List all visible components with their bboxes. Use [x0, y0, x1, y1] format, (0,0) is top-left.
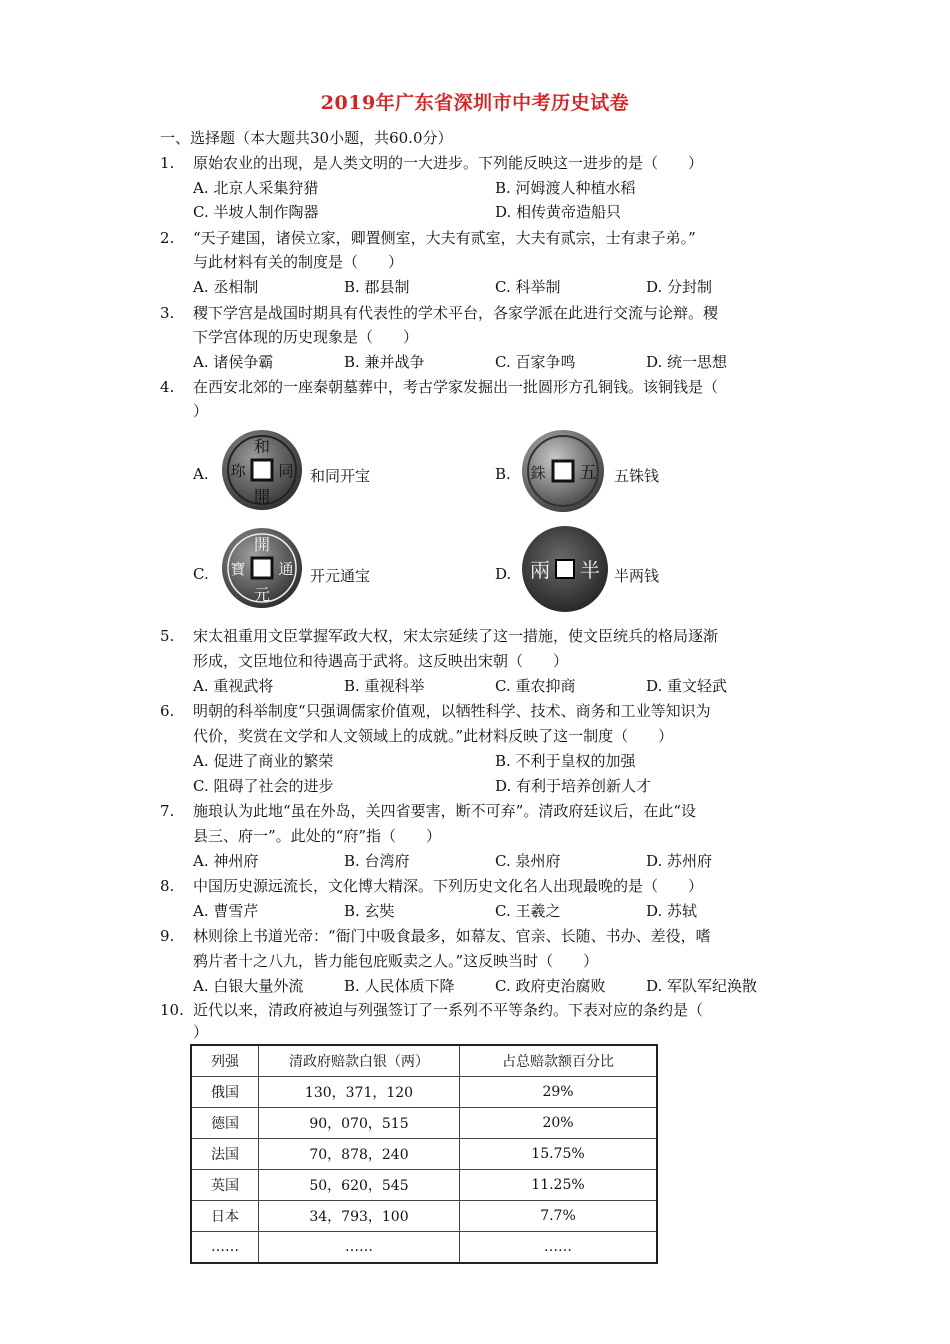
svg-text:開: 開 — [253, 535, 271, 554]
question-text: 近代以来，清政府被迫与列强签订了一系列不平等条约。下表对应的条约是（ — [193, 1001, 704, 1019]
option-d[interactable]: D. 分封制 — [646, 278, 713, 296]
page-title: 2019年广东省深圳市中考历史试卷 — [320, 92, 630, 114]
coin-label: 半两钱 — [614, 567, 660, 585]
question-text: 下学宫体现的历史现象是（ ） — [193, 328, 419, 346]
coin-wuzhu-icon — [520, 428, 606, 514]
coin-label: 和同开宝 — [310, 467, 371, 485]
question-number: 2. — [160, 229, 175, 247]
svg-text:五: 五 — [579, 463, 597, 483]
svg-text:珎: 珎 — [230, 462, 246, 480]
option-b[interactable]: B. 兼并战争 — [344, 353, 425, 371]
table-header: 占总赔款额百分比 — [460, 1045, 658, 1077]
question-number: 6. — [160, 702, 175, 720]
question-text: 原始农业的出现，是人类文明的一大进步。下列能反映这一进步的是（ ） — [193, 154, 704, 172]
table-cell: 15.75% — [460, 1139, 658, 1170]
option-c[interactable]: C. 政府吏治腐败 — [495, 977, 606, 995]
table-cell: 90，070，515 — [259, 1108, 460, 1139]
option-d[interactable]: D. 相传黄帝造船只 — [495, 203, 622, 221]
svg-text:銖: 銖 — [530, 464, 546, 482]
question-text: 县三、府一”。此处的“府”指（ ） — [193, 827, 442, 845]
option-b[interactable]: B. 人民体质下降 — [344, 977, 455, 995]
section-heading: 一、选择题（本大题共30小题，共60.0分） — [160, 129, 453, 147]
table-cell: 日本 — [191, 1201, 259, 1232]
question-number: 5. — [160, 627, 175, 645]
option-b[interactable]: B. 台湾府 — [344, 852, 410, 870]
table-cell: 德国 — [191, 1108, 259, 1139]
option-a[interactable]: A. 北京人采集狩猎 — [193, 179, 319, 197]
table-row — [191, 1170, 657, 1201]
table-cell: …… — [259, 1232, 460, 1264]
svg-text:和: 和 — [253, 437, 271, 456]
table-cell: 20% — [460, 1108, 658, 1139]
question-text: 明朝的科举制度“只强调儒家价值观，以牺牲科学、技术、商务和工业等知识为 — [193, 702, 711, 720]
option-d[interactable]: D. 重文轻武 — [646, 677, 728, 695]
table-cell: 11.25% — [460, 1170, 658, 1201]
option-a[interactable]: A. 曹雪芹 — [193, 902, 259, 920]
table-cell: …… — [191, 1232, 259, 1264]
option-d[interactable]: D. 苏轼 — [646, 902, 698, 920]
option-b[interactable]: B. 不利于皇权的加强 — [495, 752, 636, 770]
table-row — [191, 1201, 657, 1232]
table-cell: 50，620，545 — [259, 1170, 460, 1201]
question-number: 9. — [160, 927, 175, 945]
question-text: 稷下学宫是战国时期具有代表性的学术平台，各家学派在此进行交流与论辩。稷 — [193, 304, 719, 322]
question-text: 在西安北郊的一座秦朝墓葬中，考古学家发掘出一批圆形方孔铜钱。该铜钱是（ — [193, 378, 719, 396]
option-a[interactable]: A. 神州府 — [193, 852, 259, 870]
option-d[interactable]: D. 苏州府 — [646, 852, 713, 870]
table-cell: 法国 — [191, 1139, 259, 1170]
question-text: 施琅认为此地“虽在外岛，关四省要害，断不可弃”。清政府廷议后，在此“设 — [193, 802, 697, 820]
question-text: 宋太祖重用文臣掌握军政大权，宋太宗延续了这一措施，使文臣统兵的格局逐渐 — [193, 627, 719, 645]
option-b[interactable]: B. 郡县制 — [344, 278, 410, 296]
table-row — [191, 1077, 657, 1108]
option-a[interactable]: A. 重视武将 — [193, 677, 274, 695]
question-number: 4. — [160, 378, 175, 396]
table-cell: 130，371，120 — [259, 1077, 460, 1108]
option-a[interactable]: A. 白银大量外流 — [193, 977, 304, 995]
question-text: 鸦片者十之八九，皆力能包庇贩卖之人。”这反映当时（ ） — [193, 952, 599, 970]
coin-label: 五铢钱 — [614, 467, 660, 485]
table-cell: 英国 — [191, 1170, 259, 1201]
table-header: 列强 — [191, 1045, 259, 1077]
question-number: 3. — [160, 304, 175, 322]
option-d[interactable]: D. 有利于培养创新人才 — [495, 777, 652, 795]
option-d[interactable]: D. 军队军纪涣散 — [646, 977, 758, 995]
question-number: 10. — [160, 1001, 184, 1019]
option-letter: B. — [495, 465, 511, 483]
coin-hetong-kaibao-icon — [220, 428, 304, 512]
coin-label: 开元通宝 — [310, 567, 371, 585]
option-c[interactable]: C. 百家争鸣 — [495, 353, 576, 371]
option-b[interactable]: B. 河姆渡人种植水稻 — [495, 179, 636, 197]
question-text: 代价，奖赏在文学和人文领域上的成就。”此材料反映了这一制度（ ） — [193, 727, 674, 745]
table-row — [191, 1139, 657, 1170]
option-c[interactable]: C. 王羲之 — [495, 902, 561, 920]
table-row — [191, 1232, 657, 1264]
option-letter: D. — [495, 565, 512, 583]
question-text: 形成，文臣地位和待遇高于武将。这反映出宋朝（ ） — [193, 652, 569, 670]
question-text: ） — [193, 1023, 209, 1041]
question-number: 1. — [160, 154, 175, 172]
svg-text:兩: 兩 — [530, 558, 550, 582]
option-c[interactable]: C. 阻碍了社会的进步 — [193, 777, 334, 795]
option-c[interactable]: C. 科举制 — [495, 278, 561, 296]
option-a[interactable]: A. 诸侯争霸 — [193, 353, 274, 371]
table-cell: 34，793，100 — [259, 1201, 460, 1232]
svg-text:開: 開 — [253, 487, 271, 506]
svg-text:同: 同 — [278, 462, 294, 480]
option-b[interactable]: B. 玄奘 — [344, 902, 395, 920]
option-c[interactable]: C. 半坡人制作陶器 — [193, 203, 319, 221]
option-a[interactable]: A. 促进了商业的繁荣 — [193, 752, 334, 770]
question-text: “天子建国，诸侯立家，卿置侧室，大夫有贰室，大夫有贰宗，士有隶子弟。” — [193, 229, 696, 247]
question-number: 8. — [160, 877, 175, 895]
coin-banliang-icon — [520, 524, 610, 614]
table-cell: 29% — [460, 1077, 658, 1108]
question-text: 林则徐上书道光帝：“衙门中吸食最多，如幕友、官亲、长随、书办、差役，嗜 — [193, 927, 711, 945]
option-letter: A. — [193, 465, 209, 483]
coin-kaiyuan-tongbao-icon — [220, 526, 304, 610]
table-header: 清政府赔款白银（两） — [259, 1045, 460, 1077]
svg-text:半: 半 — [580, 558, 600, 582]
option-letter: C. — [193, 565, 209, 583]
table-header-row — [191, 1045, 657, 1077]
option-b[interactable]: B. 重视科举 — [344, 677, 425, 695]
table-cell: 70，878，240 — [259, 1139, 460, 1170]
question-text: 中国历史源远流长，文化博大精深。下列历史文化名人出现最晚的是（ ） — [193, 877, 704, 895]
option-d[interactable]: D. 统一思想 — [646, 353, 728, 371]
option-c[interactable]: C. 泉州府 — [495, 852, 561, 870]
svg-text:寶: 寶 — [230, 560, 246, 578]
question-number: 7. — [160, 802, 175, 820]
indemnity-table — [190, 1044, 658, 1264]
question-text: ） — [193, 402, 209, 420]
option-c[interactable]: C. 重农抑商 — [495, 677, 576, 695]
option-a[interactable]: A. 丞相制 — [193, 278, 259, 296]
table-cell: 俄国 — [191, 1077, 259, 1108]
table-cell: 7.7% — [460, 1201, 658, 1232]
svg-text:元: 元 — [253, 585, 271, 604]
svg-text:通: 通 — [278, 560, 294, 578]
table-row — [191, 1108, 657, 1139]
question-text: 与此材料有关的制度是（ ） — [193, 253, 404, 271]
table-cell: …… — [460, 1232, 658, 1264]
